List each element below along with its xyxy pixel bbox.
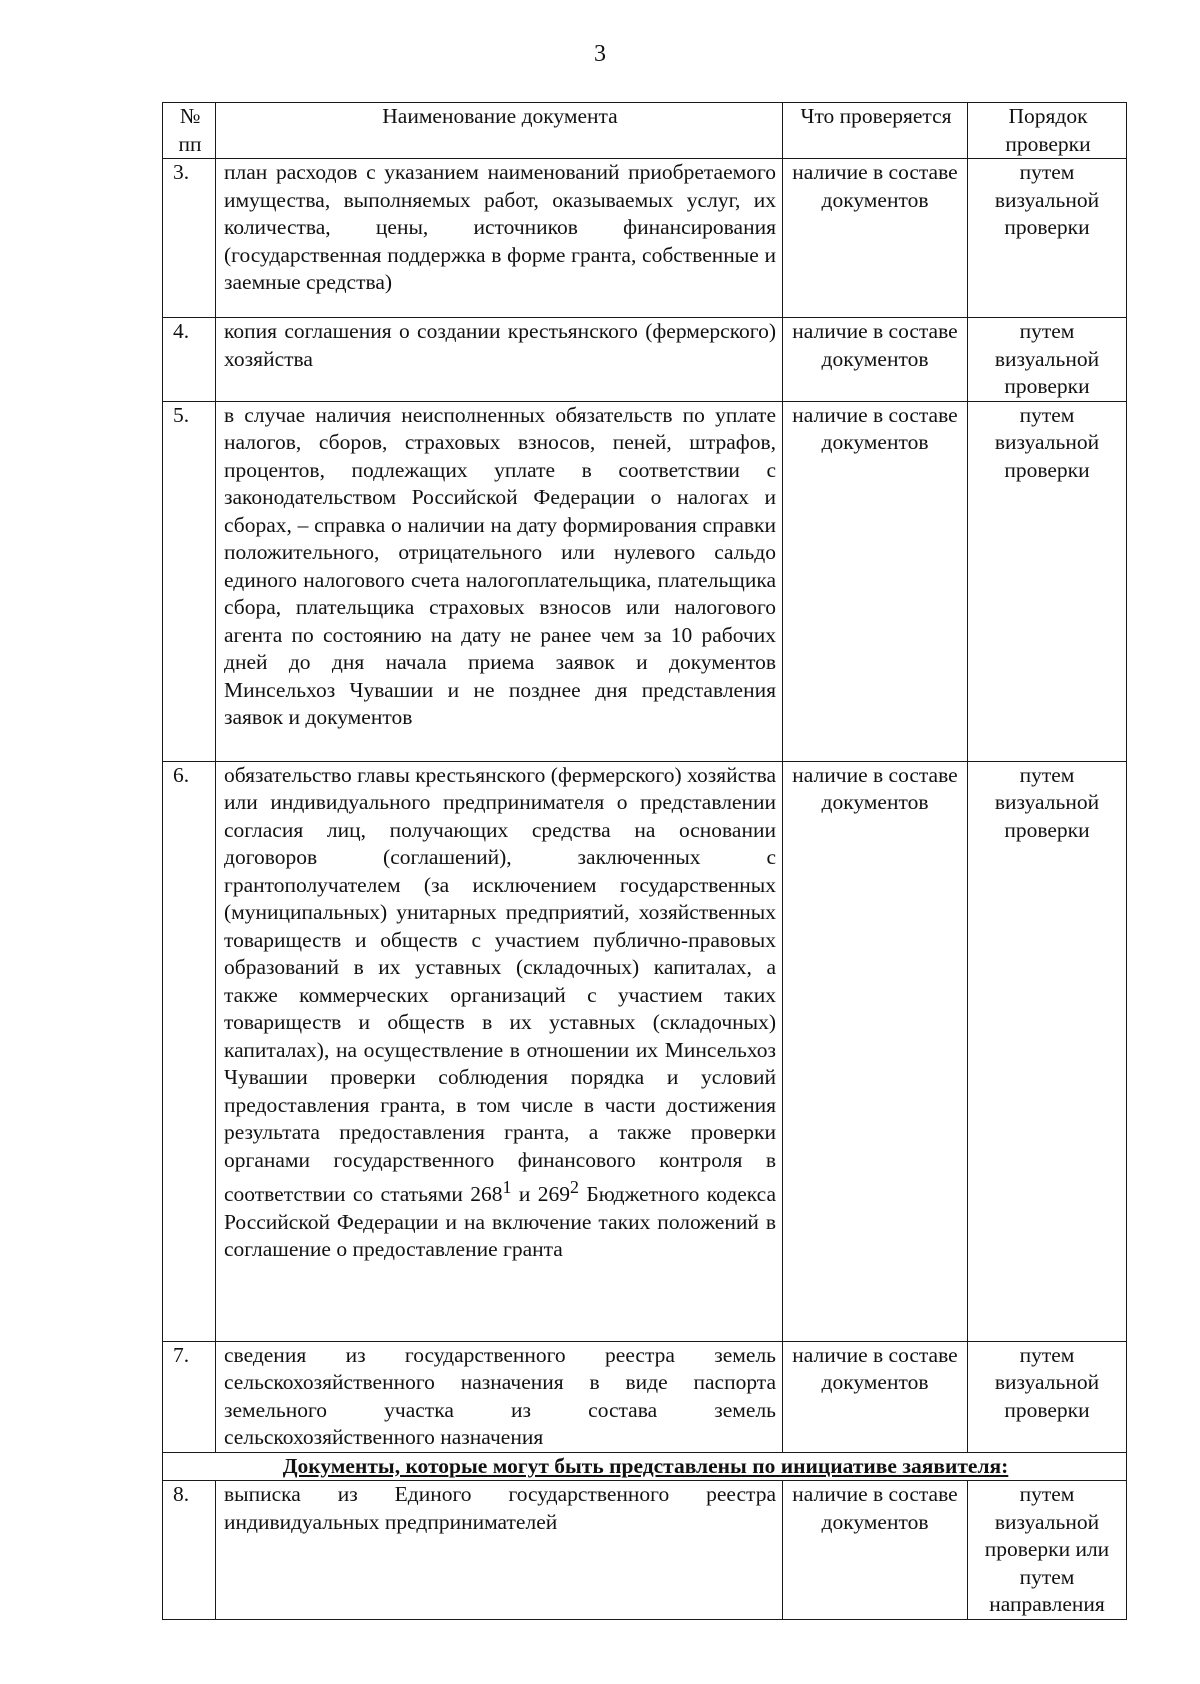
document-name: в случае наличия неисполненных обязательств по уплате налогов, сборов, страховых взносов, пеней, штрафов, процентов, подлежащих уплате в соответствии с законодательством Российской Федерации о налогах и сборах, – справка о наличии на дату формирования справки положительного, отрицательного или нулевого сальдо единого налогового счета налогоплательщика, плательщика сбора, плательщика страховых взносов или налогового агента по состоянию на дату не ранее чем за 10 рабочих дней до дня начала приема заявок и документов Минсельхоз Чувашии и не позднее дня представления заявок и документов [216,401,783,761]
table-row [163,318,1127,402]
what-checked: наличие в составе документов [783,761,968,1341]
header-check-order: Порядок проверки [968,103,1127,159]
documents-table [162,102,1127,1620]
section-title: Документы, которые могут быть представлены по инициативе заявителя: [163,1452,1127,1481]
table-row [163,761,1127,1341]
document-name: сведения из государственного реестра земель сельскохозяйственного назначения в виде паспорта земельного участка из состава земель сельскохозяйственного назначения [216,1341,783,1452]
document-name-text: обязательство главы крестьянского (фермерского) хозяйства или индивидуального предпринимателя о представлении согласия лиц, получающих средства на основании договоров (соглашений), заключенных с грантополучателем (за исключением государственных (муниципальных) унитарных предприятий, хозяйственных товариществ и обществ с участием публично-правовых образований в их уставных (складочных) капиталах, а также коммерческих организаций с участием таких товариществ и обществ в их уставных (складочных) капиталах), на осуществление в отношении их Минсельхоз Чувашии проверки соблюдения порядка и условий предоставления гранта, в том числе в части достижения результата предоставления гранта, а также проверки органами государственного финансового контроля в соответствии со статьями 268 [224,762,776,1207]
header-what-checked: Что проверяется [783,103,968,159]
table-row [163,159,1127,318]
what-checked: наличие в составе документов [783,159,968,318]
table-row [163,1481,1127,1620]
table-header-row [163,103,1127,159]
document-name: план расходов с указанием наименований приобретаемого имущества, выполняемых работ, оказываемых услуг, их количества, цены, источников финансирования (государственная поддержка в форме гранта, собственные и заемные средства) [216,159,783,318]
row-number: 3. [163,159,216,318]
what-checked: наличие в составе документов [783,1481,968,1620]
header-document-name: Наименование документа [216,103,783,159]
what-checked: наличие в составе документов [783,1341,968,1452]
check-order: путем визуальной проверки [968,1341,1127,1452]
table-row [163,401,1127,761]
check-order: путем визуальной проверки или путем направления [968,1481,1127,1620]
row-number: 8. [163,1481,216,1620]
check-order: путем визуальной проверки [968,318,1127,402]
document-name [216,761,783,1341]
check-order: путем визуальной проверки [968,159,1127,318]
row-number: 4. [163,318,216,402]
what-checked: наличие в составе документов [783,401,968,761]
row-number: 7. [163,1341,216,1452]
document-name-text: Бюджетного кодекса Российской Федерации и на включение таких положений в соглашение о предоставление гранта [224,1182,776,1262]
document-name: выписка из Единого государственного реестра индивидуальных предпринимателей [216,1481,783,1620]
row-number: 6. [163,761,216,1341]
check-order: путем визуальной проверки [968,401,1127,761]
document-name-text: и 269 [511,1182,571,1207]
row-number: 5. [163,401,216,761]
section-row [163,1452,1127,1481]
header-number: № пп [163,103,216,159]
footnote-superscript: 2 [570,1177,579,1197]
what-checked: наличие в составе документов [783,318,968,402]
table-row [163,1341,1127,1452]
footnote-superscript: 1 [502,1177,512,1197]
page-number: 3 [594,41,606,67]
document-name: копия соглашения о создании крестьянского (фермерского) хозяйства [216,318,783,402]
check-order: путем визуальной проверки [968,761,1127,1341]
